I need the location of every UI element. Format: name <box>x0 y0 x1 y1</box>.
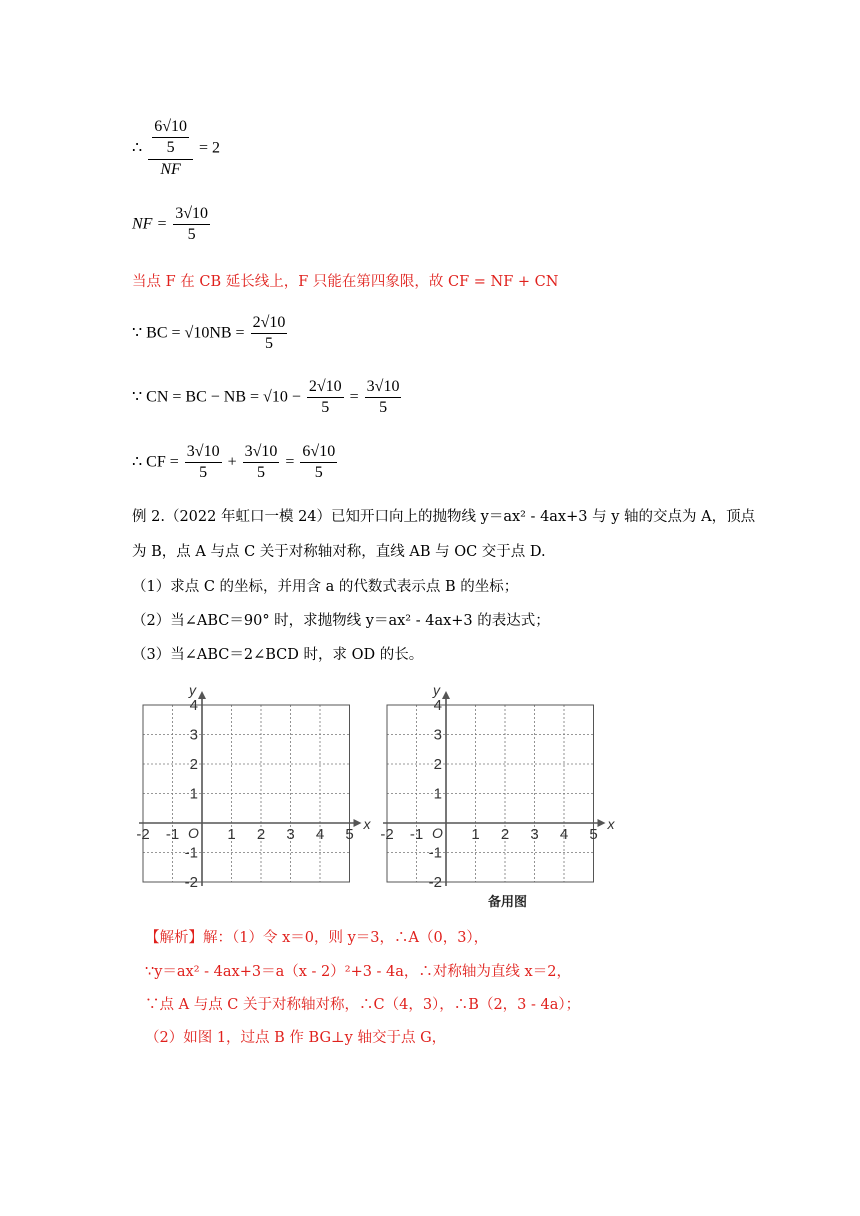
x-tick-label: 3 <box>286 826 295 843</box>
x-tick-label: -2 <box>136 826 150 843</box>
y-tick-label: 3 <box>433 726 442 744</box>
x-tick-label: 1 <box>471 826 480 843</box>
compound-fraction: $\frac{\frac{6√10}{5}}{NF}$ <box>148 118 193 179</box>
solution-line-1: 【解析】解：（1）令 x＝0，则 y＝3，∴A（0，3）， <box>145 930 489 946</box>
y-tick-label: 4 <box>433 697 442 714</box>
case-note: 当点 F 在 CB 延长线上，F 只能在第四象限，故 CF = NF + CN <box>132 274 559 290</box>
x-tick-label: 5 <box>345 826 354 843</box>
x-tick-label: 4 <box>315 826 325 843</box>
x-tick-label: 2 <box>256 826 266 843</box>
question-2: （2）当∠ABC＝90° 时，求抛物线 y＝ax² - 4ax+3 的表达式； <box>132 613 550 629</box>
x-tick-label: 5 <box>589 826 598 843</box>
graph-2 <box>380 682 615 891</box>
y-tick-label: 3 <box>189 726 198 744</box>
y-tick-label: 4 <box>189 697 198 714</box>
y-tick-label: 1 <box>189 785 198 803</box>
question-1: （1）求点 C 的坐标，并用含 a 的代数式表示点 B 的坐标； <box>132 579 519 595</box>
y-tick-label: 2 <box>433 756 442 773</box>
inner-fraction: $\frac{6√10}{5}$ <box>154 118 187 157</box>
coordinate-graphs <box>128 668 628 918</box>
step-cn: ∵ CN = BC − NB = √10 − $\frac{2√10}{5}$ = $\frac{3√10}{5}$ <box>132 378 400 417</box>
step-bc: ∵ BC = √10NB = $\frac{2√10}{5}$ <box>132 314 286 353</box>
origin-label: O <box>188 825 199 841</box>
solution-line-3: ∵点 A 与点 C 关于对称轴对称，∴C（4，3），∴B（2，3 - 4a）； <box>145 997 581 1013</box>
y-tick-label: -2 <box>184 874 198 891</box>
x-tick-label: -1 <box>409 826 424 843</box>
x-axis-label: x <box>363 816 371 832</box>
x-axis-label: x <box>607 816 615 832</box>
step-cf-ratio <box>132 118 220 179</box>
graph-1 <box>136 682 371 891</box>
problem-line-1: 例 2.（2022 年虹口一模 24）已知开口向上的抛物线 y＝ax² - 4ax+3 与 y 轴的交点为 A，顶点 <box>132 509 756 525</box>
y-tick-label: -1 <box>184 844 198 862</box>
grid-border <box>387 705 594 882</box>
spare-figure-caption: 备用图 <box>488 894 528 909</box>
x-tick-label: 4 <box>559 826 569 843</box>
y-axis-label: y <box>189 682 196 698</box>
problem-line-2: 为 B，点 A 与点 C 关于对称轴对称，直线 AB 与 OC 交于点 D. <box>132 544 546 560</box>
y-axis-arrow <box>442 691 450 699</box>
y-tick-label: 2 <box>189 756 198 773</box>
x-tick-label: 3 <box>530 826 539 843</box>
y-tick-label: -1 <box>428 844 442 862</box>
solution-line-2: ∵y＝ax² - 4ax+3＝a（x - 2）²+3 - 4a，∴对称轴为直线 x＝2， <box>145 964 571 980</box>
y-tick-label: 1 <box>433 785 442 803</box>
y-axis-label: y <box>433 682 440 698</box>
x-tick-label: 1 <box>227 826 236 843</box>
question-3: （3）当∠ABC＝2∠BCD 时，求 OD 的长。 <box>132 647 424 663</box>
step-nf: NF = $\frac{3√10}{5}$ <box>132 205 209 244</box>
equals-two: = 2 <box>198 139 220 157</box>
x-tick-label: -2 <box>380 826 394 843</box>
y-tick-label: -2 <box>428 874 442 891</box>
x-tick-label: 2 <box>500 826 510 843</box>
solution-line-4: （2）如图 1，过点 B 作 BG⊥y 轴交于点 G， <box>145 1030 447 1046</box>
x-axis-arrow <box>598 819 606 827</box>
origin-label: O <box>432 825 443 841</box>
y-axis-arrow <box>198 691 206 699</box>
grid-border <box>143 705 350 882</box>
therefore-symbol: ∴ <box>132 139 143 157</box>
x-tick-label: -1 <box>165 826 180 843</box>
x-axis-arrow <box>354 819 362 827</box>
step-cf: ∴ CF = $\frac{3√10}{5}$ + $\frac{3√10}{5}$ = $\frac{6√10}{5}$ <box>132 443 336 482</box>
